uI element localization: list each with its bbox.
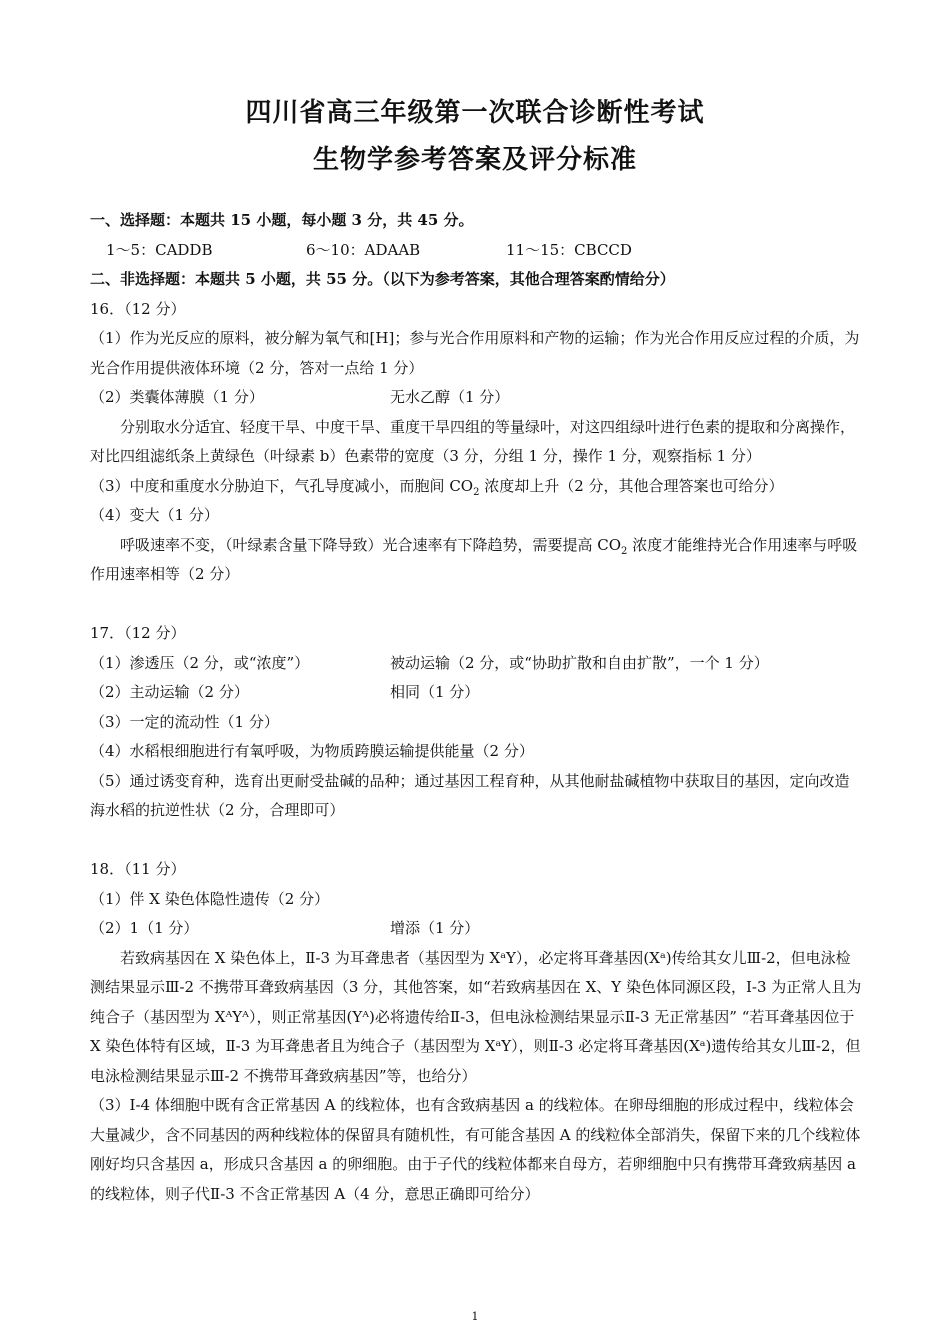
q16-part1: （1）作为光反应的原料，被分解为氧气和[H]；参与光合作用原料和产物的运输；作为光合作用反应过程的介质，为光合作用提供液体环境（2 分，答对一点给 1 分）: [90, 329, 860, 377]
answer-content: [90, 206, 862, 1209]
q16-part4-explanation: [90, 531, 862, 590]
q18-part3: （3）Ⅰ-4 体细胞中既有含正常基因 A 的线粒体，也有含致病基因 a 的线粒体。在卵母细胞的形成过程中，线粒体会大量减少，含不同基因的两种线粒体的保留具有随机性，有可能含基因 A 的线粒体全部消失，保留下来的几个线粒体刚好均只含基因 a，形成只含基因 a 的卵细胞。由于子代的线粒体都来自母方，若卵细胞中只有携带耳聋致病基因 a 的线粒体，则子代Ⅱ-3 不含正常基因 A（4 分，意思正确即可给分）: [90, 1096, 861, 1203]
q17-part1-answer-a: （1）渗透压（2 分，或“浓度”）: [90, 653, 310, 672]
q17-part1: [90, 649, 862, 679]
q17-part1-answer-b: 被动运输（2 分，或“协助扩散和自由扩散”，一个 1 分）: [390, 653, 769, 672]
page-title: 四川省高三年级第一次联合诊断性考试: [245, 98, 705, 128]
q16-part2-explanation: 分别取水分适宜、轻度干旱、中度干旱、重度干旱四组的等量绿叶，对这四组绿叶进行色素的提取和分离操作，对比四组滤纸条上黄绿色（叶绿素 b）色素带的宽度（3 分，分组 1 分，操作 1 分，观察指标 1 分）: [90, 417, 856, 465]
q16-part3-text-b: 浓度却上升（2 分，其他合理答案也可给分）: [479, 476, 784, 495]
q16-header: 16．（12 分）: [90, 299, 186, 318]
page-subtitle: 生物学参考答案及评分标准: [312, 145, 637, 175]
q17-part5: （5）通过诱变育种，选育出更耐受盐碱的品种；通过基因工程育种，从其他耐盐碱植物中获取目的基因，定向改造海水稻的抗逆性状（2 分，合理即可）: [90, 771, 850, 819]
spacer: [90, 590, 862, 620]
q18-part2-explanation: 若致病基因在 X 染色体上，Ⅱ-3 为耳聋患者（基因型为 XᵃY），必定将耳聋基因(Xᵃ)传给其女儿Ⅲ-2，但电泳检测结果显示Ⅲ-2 不携带耳聋致病基因（3 分，其他答案，如“若致病基因在 X、Y 染色体同源区段，Ⅰ-3 为正常人且为纯合子（基因型为 XᴬYᴬ），则正常基因(Yᴬ)必将遗传给Ⅱ-3，但电泳检测结果显示Ⅱ-3 无正常基因” “若耳聋基因位于 X 染色体特有区域，Ⅱ-3 为耳聋患者且为纯合子（基因型为 XᵃY），则Ⅱ-3 必定将耳聋基因(Xᵃ)遗传给其女儿Ⅲ-2，但电泳检测结果显示Ⅲ-2 不携带耳聋致病基因”等，也给分）: [90, 948, 862, 1085]
q17-part3: （3）一定的流动性（1 分）: [90, 712, 279, 731]
q17-header: 17．（12 分）: [90, 624, 186, 642]
q16-part2: [90, 383, 862, 413]
choice-answer-6-10: 6～10：ADAAB: [306, 240, 421, 259]
q18-header: 18．（11 分）: [90, 860, 186, 878]
choice-answer-11-15: 11～15：CBCCD: [506, 240, 632, 259]
choice-answer-1-5: 1～5：CADDB: [106, 240, 213, 259]
q16-part4-subscript: 2: [621, 545, 628, 557]
q17-part4: （4）水稻根细胞进行有氧呼吸，为物质跨膜运输提供能量（2 分）: [90, 742, 534, 760]
q16-part3: [90, 472, 862, 502]
page-number: 1: [471, 1310, 479, 1323]
q16-part3-text-a: （3）中度和重度水分胁迫下，气孔导度减小，而胞间 CO: [90, 476, 474, 495]
q18-part2: [90, 914, 862, 944]
q18-part2-answer-b: 增添（1 分）: [390, 919, 480, 937]
section1-heading: 一、选择题：本题共 15 小题，每小题 3 分，共 45 分。: [90, 211, 474, 229]
q16-part4-text-a: 呼吸速率不变，（叶绿素含量下降导致）光合速率有下降趋势，需要提高 CO: [120, 535, 622, 554]
q16-part2-answer-a: （2）类囊体薄膜（1 分）: [90, 388, 264, 406]
q18-part2-answer-a: （2）1（1 分）: [90, 919, 199, 937]
q17-part2-answer-b: 相同（1 分）: [390, 683, 480, 701]
q16-part2-answer-b: 无水乙醇（1 分）: [390, 388, 510, 406]
section2-heading: 二、非选择题：本题共 5 小题，共 55 分。（以下为参考答案，其他合理答案酌情给分）: [90, 270, 675, 288]
choice-answers: [90, 236, 862, 266]
q17-part2: [90, 678, 862, 708]
spacer: [90, 826, 862, 856]
q16-part4: （4）变大（1 分）: [90, 506, 219, 524]
q16-part4-text-b: 浓度才能维持光合作用速率与呼吸作用速率相等（2 分）: [90, 535, 858, 583]
q18-part1: （1）伴 X 染色体隐性遗传（2 分）: [90, 889, 330, 908]
q17-part2-answer-a: （2）主动运输（2 分）: [90, 683, 249, 701]
q16-part3-subscript: 2: [473, 486, 480, 498]
